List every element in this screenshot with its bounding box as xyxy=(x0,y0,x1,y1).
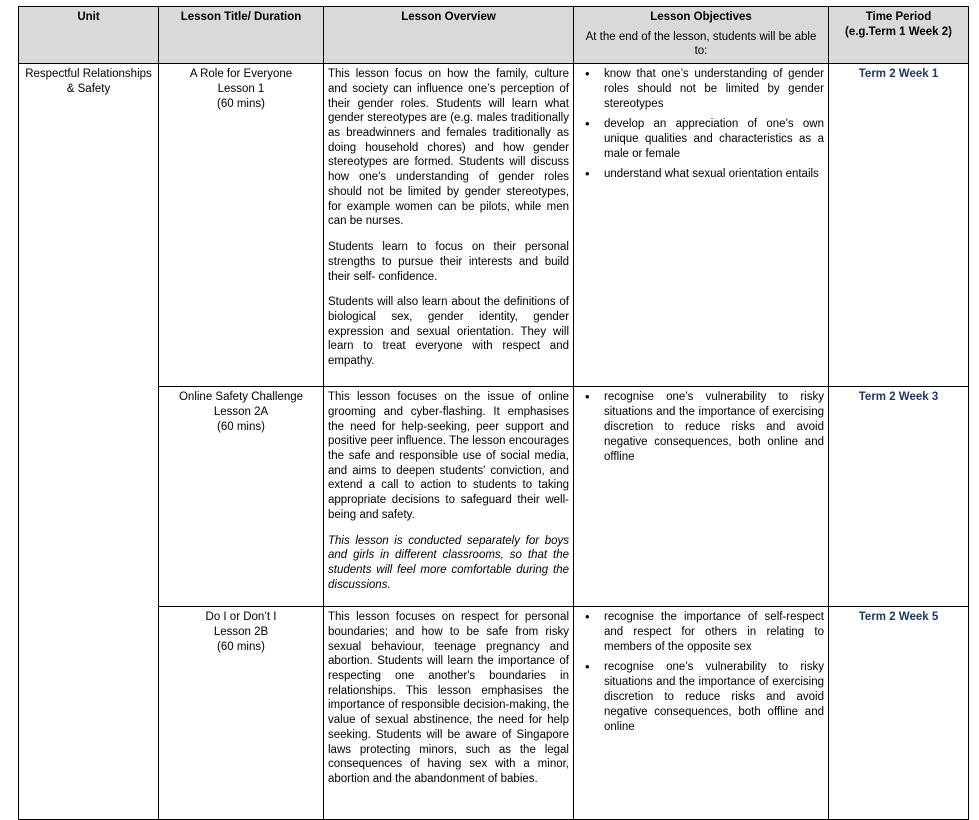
table-body xyxy=(19,64,969,820)
column-header-time-period-sublabel: (e.g.Term 1 Week 2) xyxy=(845,25,952,38)
bullet-icon: • xyxy=(585,66,590,82)
objective-item xyxy=(578,167,824,182)
column-header-unit xyxy=(19,7,159,64)
lesson-title-cell xyxy=(159,387,324,607)
lesson-plan-table xyxy=(18,6,969,820)
lesson-title-cell xyxy=(159,64,324,387)
objective-item xyxy=(578,660,824,735)
lesson-duration: (60 mins) xyxy=(217,420,265,433)
lesson-title: Online Safety Challenge xyxy=(178,391,304,404)
column-header-lesson-objectives xyxy=(574,7,829,64)
objective-text: develop an appreciation of one’s own unique qualities and characteristics as a male or female xyxy=(604,117,824,160)
objective-item xyxy=(578,610,824,655)
objective-text: know that one’s understanding of gender roles should not be limited by gender stereotypes xyxy=(604,68,824,111)
column-header-lesson-objectives-sublabel: At the end of the lesson, students will be able to: xyxy=(585,30,817,58)
table-row xyxy=(19,64,969,387)
objective-item xyxy=(578,67,824,112)
objective-text: recognise one’s vulnerability to risky situations and the importance of exercising discretion to reduce risks and avoid negative consequences, both offline and online xyxy=(604,660,824,733)
lesson-objectives-cell xyxy=(574,607,829,820)
lesson-duration: (60 mins) xyxy=(217,97,265,110)
time-period-cell: Term 2 Week 5 xyxy=(829,607,969,820)
lesson-number: Lesson 1 xyxy=(217,82,265,95)
lesson-objectives-cell xyxy=(574,387,829,607)
time-period-cell: Term 2 Week 1 xyxy=(829,64,969,387)
objectives-list xyxy=(578,610,824,735)
bullet-icon: • xyxy=(585,658,590,674)
lesson-number: Lesson 2A xyxy=(213,405,269,418)
lesson-title: A Role for Everyone xyxy=(189,68,293,81)
unit-cell: Respectful Relationships & Safety xyxy=(19,64,159,820)
lesson-objectives-cell xyxy=(574,64,829,387)
table-row xyxy=(19,607,969,820)
lesson-title-cell xyxy=(159,607,324,820)
objective-item xyxy=(578,117,824,162)
lesson-duration: (60 mins) xyxy=(217,640,265,653)
lesson-number: Lesson 2B xyxy=(213,625,269,638)
bullet-icon: • xyxy=(585,609,590,625)
bullet-icon: • xyxy=(585,115,590,131)
overview-paragraph: This lesson focuses on the issue of online grooming and cyber-flashing. It emphasises the need for help-seeking, peer support and positive peer influence. The lesson encourages the safe and responsible use of social media, and aims to deepen students' conviction, and extend a call to action to students to taking appropriate decisions to safeguard their well-being and safety. xyxy=(328,391,569,521)
column-header-lesson-title xyxy=(159,7,324,64)
table-row xyxy=(19,387,969,607)
lesson-overview-cell xyxy=(324,607,574,820)
column-header-unit-label: Unit xyxy=(77,11,100,23)
column-header-lesson-title-label: Lesson Title/ Duration xyxy=(180,11,302,23)
objective-text: recognise the importance of self-respect and respect for others in relating to members of the opposite sex xyxy=(604,611,824,654)
lesson-overview-cell xyxy=(324,387,574,607)
overview-paragraph: Students learn to focus on their personal strengths to pursue their interests and build their self- confidence. xyxy=(328,241,569,283)
overview-paragraph: This lesson focus on how the family, culture and society can influence one’s perception of their gender roles. Students will learn what gender stereotypes are (e.g. males traditionally as breadwinners and females traditionally as doing household chores) and how gender stereotypes are formed. Students will discuss how one's understanding of gender roles should not be limited by gender stereotypes, for example women can be pilots, while men can be nurses. xyxy=(328,68,569,228)
objectives-list xyxy=(578,67,824,182)
header-row xyxy=(19,7,969,64)
overview-paragraph: This lesson focuses on respect for personal boundaries; and how to be safe from risky sexual behaviour, teenage pregnancy and abortion. Students will learn the importance of respecting one another's boundaries in relationships. This lesson emphasises the importance of responsible decision-making, the value of sexual abstinence, the need for help seeking. Students will be aware of Singapore laws protecting minors, such as the legal consequences of having sex with a minor, abortion and the abandonment of babies. xyxy=(328,611,569,786)
lesson-overview-cell xyxy=(324,64,574,387)
objective-item xyxy=(578,390,824,465)
overview-paragraph: Students will also learn about the definitions of biological sex, gender identity, gender expression and sexual orientation. They will learn to treat everyone with respect and empathy. xyxy=(328,296,569,368)
lesson-title: Do I or Don’t I xyxy=(205,611,277,624)
column-header-lesson-objectives-label: Lesson Objectives xyxy=(650,11,752,23)
objective-text: recognise one’s vulnerability to risky situations and the importance of exercising discretion to reduce risks and avoid negative consequences, both online and offline xyxy=(604,391,824,463)
table-header xyxy=(19,7,969,64)
objectives-list xyxy=(578,390,824,465)
bullet-icon: • xyxy=(585,165,590,181)
objective-text: understand what sexual orientation entails xyxy=(604,167,819,180)
bullet-icon: • xyxy=(585,389,590,405)
column-header-time-period-label: Time Period xyxy=(865,11,932,23)
column-header-time-period xyxy=(829,7,969,64)
column-header-lesson-overview-label: Lesson Overview xyxy=(401,11,496,23)
column-header-lesson-overview xyxy=(324,7,574,64)
overview-paragraph-note: This lesson is conducted separately for boys and girls in different classrooms, so that the students will feel more comfortable during the discussions. xyxy=(328,534,569,591)
time-period-cell: Term 2 Week 3 xyxy=(829,387,969,607)
